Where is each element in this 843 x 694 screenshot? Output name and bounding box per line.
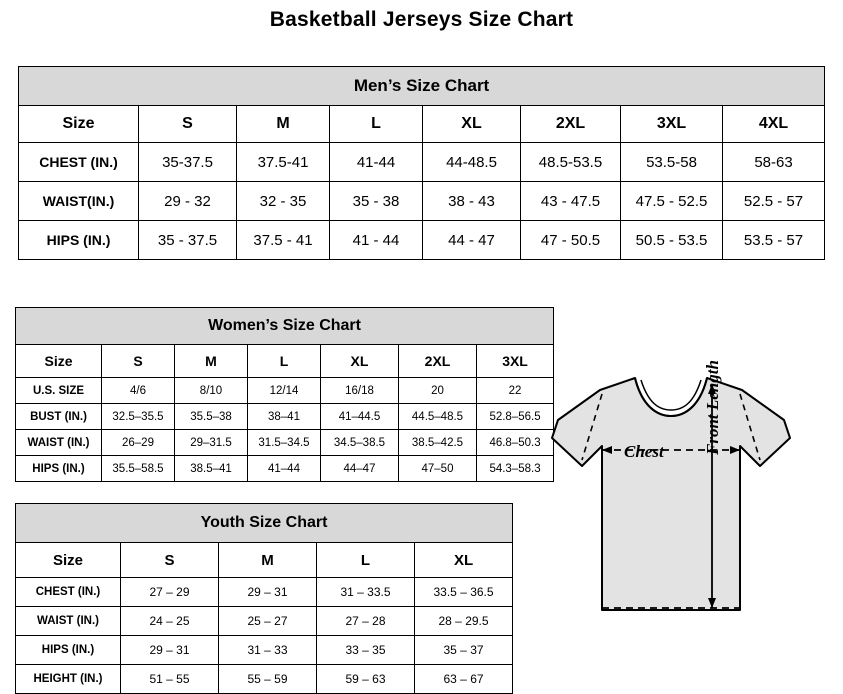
mens-header-cell: 2XL [521,106,621,143]
youth-cell: 63 – 67 [415,665,513,694]
womens-cell: 46.8–50.3 [477,430,554,456]
youth-cell: 27 – 28 [317,607,415,636]
mens-header-cell: Size [19,106,139,143]
mens-header-cell: XL [423,106,521,143]
mens-cell: 47 - 50.5 [521,221,621,260]
womens-header-cell: 2XL [399,345,477,378]
youth-cell: 33.5 – 36.5 [415,578,513,607]
mens-cell: 37.5-41 [237,143,330,182]
table-row [16,665,513,694]
mens-cell: 52.5 - 57 [723,182,825,221]
mens-header-cell: L [330,106,423,143]
womens-cell: 20 [399,378,477,404]
womens-header-cell: 3XL [477,345,554,378]
womens-cell: 22 [477,378,554,404]
womens-cell: 44.5–48.5 [399,404,477,430]
womens-row-label: WAIST (IN.) [16,430,102,456]
womens-header-cell: L [248,345,321,378]
womens-header-row [16,345,554,378]
womens-row-label: BUST (IN.) [16,404,102,430]
womens-cell: 16/18 [321,378,399,404]
mens-size-chart-table [18,66,825,260]
mens-cell: 58-63 [723,143,825,182]
mens-table-caption: Men’s Size Chart [19,67,825,106]
womens-cell: 41–44 [248,456,321,482]
table-row [16,404,554,430]
womens-cell: 41–44.5 [321,404,399,430]
mens-header-cell: 3XL [621,106,723,143]
womens-header-cell: S [102,345,175,378]
womens-cell: 35.5–58.5 [102,456,175,482]
womens-cell: 52.8–56.5 [477,404,554,430]
youth-cell: 33 – 35 [317,636,415,665]
mens-header-row [19,106,825,143]
youth-header-cell: XL [415,543,513,578]
womens-size-chart-table [15,307,554,482]
table-row [16,607,513,636]
youth-cell: 31 – 33 [219,636,317,665]
womens-cell: 32.5–35.5 [102,404,175,430]
womens-cell: 44–47 [321,456,399,482]
mens-row-label: WAIST(IN.) [19,182,139,221]
mens-cell: 44 - 47 [423,221,521,260]
womens-cell: 38.5–41 [175,456,248,482]
jersey-shirt-icon [540,360,835,660]
mens-cell: 43 - 47.5 [521,182,621,221]
mens-cell: 41-44 [330,143,423,182]
mens-cell: 47.5 - 52.5 [621,182,723,221]
mens-cell: 35-37.5 [139,143,237,182]
youth-cell: 24 – 25 [121,607,219,636]
womens-cell: 31.5–34.5 [248,430,321,456]
womens-cell: 54.3–58.3 [477,456,554,482]
table-row [16,378,554,404]
jersey-measurement-diagram [540,360,835,660]
mens-cell: 35 - 38 [330,182,423,221]
mens-cell: 38 - 43 [423,182,521,221]
womens-header-cell: M [175,345,248,378]
womens-cell: 29–31.5 [175,430,248,456]
youth-header-row [16,543,513,578]
youth-row-label: HEIGHT (IN.) [16,665,121,694]
womens-cell: 8/10 [175,378,248,404]
mens-row-label: HIPS (IN.) [19,221,139,260]
table-row [16,578,513,607]
youth-cell: 51 – 55 [121,665,219,694]
mens-header-cell: S [139,106,237,143]
womens-cell: 35.5–38 [175,404,248,430]
youth-cell: 35 – 37 [415,636,513,665]
womens-cell: 4/6 [102,378,175,404]
table-row [19,182,825,221]
youth-cell: 29 – 31 [121,636,219,665]
mens-cell: 41 - 44 [330,221,423,260]
table-row [19,221,825,260]
youth-cell: 31 – 33.5 [317,578,415,607]
table-row [16,430,554,456]
youth-header-cell: M [219,543,317,578]
womens-cell: 38–41 [248,404,321,430]
youth-table-caption: Youth Size Chart [16,504,513,543]
womens-cell: 38.5–42.5 [399,430,477,456]
mens-cell: 53.5-58 [621,143,723,182]
mens-cell: 35 - 37.5 [139,221,237,260]
chest-measure-label: Chest [624,442,664,461]
mens-cell: 37.5 - 41 [237,221,330,260]
mens-cell: 48.5-53.5 [521,143,621,182]
table-row [19,143,825,182]
womens-cell: 12/14 [248,378,321,404]
youth-header-cell: L [317,543,415,578]
mens-cell: 29 - 32 [139,182,237,221]
table-row [16,456,554,482]
mens-cell: 32 - 35 [237,182,330,221]
youth-cell: 59 – 63 [317,665,415,694]
page-title: Basketball Jerseys Size Chart [269,8,574,31]
womens-row-label: U.S. SIZE [16,378,102,404]
youth-header-cell: S [121,543,219,578]
mens-cell: 50.5 - 53.5 [621,221,723,260]
youth-cell: 27 – 29 [121,578,219,607]
youth-header-cell: Size [16,543,121,578]
youth-cell: 25 – 27 [219,607,317,636]
mens-row-label: CHEST (IN.) [19,143,139,182]
womens-table-caption: Women’s Size Chart [16,308,554,345]
womens-row-label: HIPS (IN.) [16,456,102,482]
womens-cell: 47–50 [399,456,477,482]
mens-header-cell: M [237,106,330,143]
youth-cell: 28 – 29.5 [415,607,513,636]
mens-cell: 53.5 - 57 [723,221,825,260]
womens-header-cell: XL [321,345,399,378]
youth-row-label: WAIST (IN.) [16,607,121,636]
youth-row-label: CHEST (IN.) [16,578,121,607]
mens-header-cell: 4XL [723,106,825,143]
womens-cell: 34.5–38.5 [321,430,399,456]
mens-cell: 44-48.5 [423,143,521,182]
table-row [16,636,513,665]
youth-cell: 29 – 31 [219,578,317,607]
youth-size-chart-table [15,503,513,694]
womens-header-cell: Size [16,345,102,378]
womens-cell: 26–29 [102,430,175,456]
youth-cell: 55 – 59 [219,665,317,694]
youth-row-label: HIPS (IN.) [16,636,121,665]
front-length-measure-label: Front Length [703,360,722,455]
